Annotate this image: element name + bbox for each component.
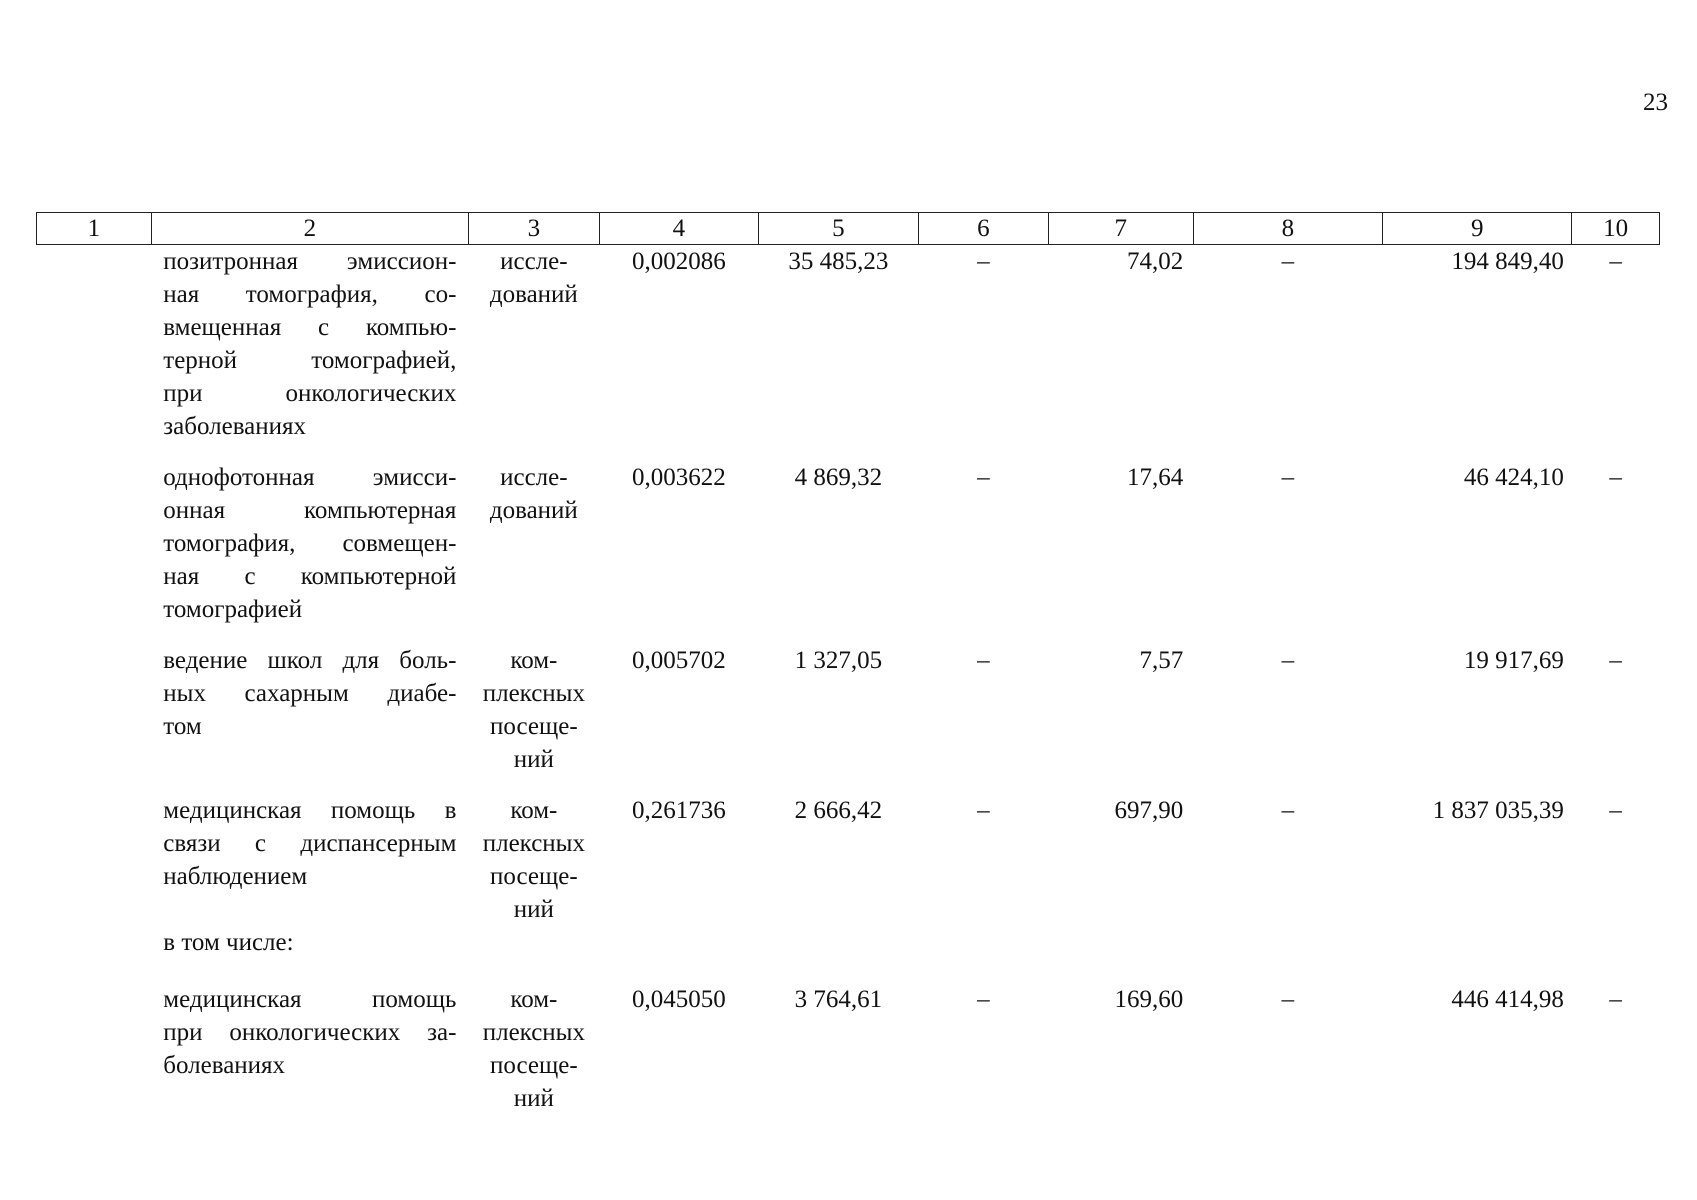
table-cell-name — [151, 461, 468, 644]
unit-line: дований — [489, 281, 578, 308]
table-cell-col6: – — [977, 647, 990, 674]
table-cell-col6: – — [977, 248, 990, 275]
subheading-text: в том числе: — [163, 929, 294, 956]
column-header-7: 7 — [1048, 213, 1193, 245]
name-line: медицинская помощь — [163, 986, 457, 1013]
column-header-10: 10 — [1572, 213, 1660, 245]
table-cell-name — [151, 644, 468, 794]
table-cell-col7: 697,90 — [1114, 797, 1184, 824]
table-cell-col8: – — [1281, 986, 1295, 1013]
table-cell-number — [37, 983, 152, 1133]
table-cell-col10: – — [1609, 647, 1622, 674]
column-header-6: 6 — [918, 213, 1048, 245]
table-cell-number — [37, 794, 152, 944]
table-cell-cost: 1 327,05 — [794, 647, 883, 674]
table-cell-col9: 1 837 035,39 — [1432, 797, 1564, 824]
name-line: наблюдением — [163, 863, 308, 890]
name-line: связи с диспансерным — [163, 830, 457, 857]
table-cell-col9: 19 917,69 — [1463, 647, 1564, 674]
table-cell-col10: – — [1609, 248, 1622, 275]
unit-line: дований — [489, 497, 578, 524]
table-cell-col8: – — [1281, 797, 1295, 824]
table-cell-col6: – — [977, 797, 990, 824]
unit-line: посеще- — [490, 1052, 578, 1079]
unit-line: ний — [513, 1085, 554, 1112]
name-line: ная томография, со- — [163, 281, 457, 308]
name-line: вмещенная с компью- — [163, 314, 457, 341]
table-row — [37, 461, 1660, 644]
table-cell-col6: – — [977, 464, 990, 491]
table-cell-col10: – — [1609, 797, 1622, 824]
name-line: том — [163, 713, 202, 740]
table-subheading-row — [37, 944, 1660, 983]
page-number: 23 — [1643, 89, 1668, 116]
column-number-header — [37, 213, 1660, 245]
table-cell-unit — [468, 644, 599, 794]
table-cell-unit — [468, 461, 599, 644]
column-header-2: 2 — [151, 213, 468, 245]
column-header-4: 4 — [599, 213, 758, 245]
table-cell-norm: 0,002086 — [631, 248, 726, 275]
table-cell-unit — [468, 983, 599, 1133]
table-cell-cost: 35 485,23 — [788, 248, 889, 275]
unit-line: иссле- — [500, 248, 568, 275]
table-cell-unit — [468, 794, 599, 944]
name-line: ных сахарным диабе- — [163, 680, 457, 707]
table-row — [37, 794, 1660, 944]
table-cell-cost: 2 666,42 — [794, 797, 883, 824]
column-header-1: 1 — [37, 213, 152, 245]
table-cell-col7: 7,57 — [1139, 647, 1184, 674]
unit-line: плексных — [482, 830, 585, 857]
table-row — [37, 245, 1660, 462]
table-cell-number — [37, 944, 152, 983]
table-cell-unit — [468, 245, 599, 462]
table-cell-col9: 446 414,98 — [1451, 986, 1564, 1013]
table-cell-number — [37, 644, 152, 794]
name-line: заболеваниях — [163, 413, 307, 440]
unit-line: плексных — [482, 1019, 585, 1046]
name-line: при онкологических за- — [163, 1019, 457, 1046]
table-cell-norm: 0,261736 — [631, 797, 726, 824]
name-line: медицинская помощь в — [163, 797, 457, 824]
name-line: однофотонная эмисси- — [163, 464, 457, 491]
unit-line: ком- — [510, 647, 558, 674]
table-cell-norm: 0,003622 — [631, 464, 726, 491]
table-cell-norm: 0,005702 — [631, 647, 726, 674]
table-cell-col7: 17,64 — [1127, 464, 1184, 491]
column-header-3: 3 — [468, 213, 599, 245]
unit-line: ком- — [510, 797, 558, 824]
tariff-table — [36, 212, 1660, 1133]
name-line: позитронная эмиссион- — [163, 248, 457, 275]
column-header-9: 9 — [1383, 213, 1572, 245]
table-cell-col8: – — [1281, 248, 1295, 275]
table-cell-col10: – — [1609, 986, 1622, 1013]
column-header-8: 8 — [1193, 213, 1382, 245]
name-line: болеваниях — [163, 1052, 286, 1079]
unit-line: ний — [513, 746, 554, 773]
column-header-5: 5 — [758, 213, 918, 245]
table-cell-cost: 3 764,61 — [794, 986, 883, 1013]
name-line: ведение школ для боль- — [163, 647, 457, 674]
name-line: онная компьютерная — [163, 497, 457, 524]
table-cell-name — [151, 245, 468, 462]
unit-line: иссле- — [500, 464, 568, 491]
name-line: томографией — [163, 596, 303, 623]
unit-line: посеще- — [490, 863, 578, 890]
table-cell-number — [37, 245, 152, 462]
unit-line: плексных — [482, 680, 585, 707]
table-cell-col9: 194 849,40 — [1451, 248, 1564, 275]
name-line: ная с компьютерной — [163, 563, 457, 590]
table-cell-col9: 46 424,10 — [1463, 464, 1564, 491]
table-cell-col7: 74,02 — [1127, 248, 1184, 275]
table-row — [37, 644, 1660, 794]
table-cell-cost: 4 869,32 — [794, 464, 883, 491]
table-cell-col10: – — [1609, 464, 1622, 491]
table-cell-number — [37, 461, 152, 644]
table-row — [37, 983, 1660, 1133]
table-cell-name — [151, 794, 468, 944]
table-cell-col8: – — [1281, 464, 1295, 491]
table-cell-col6: – — [977, 986, 990, 1013]
table-cell-norm: 0,045050 — [631, 986, 726, 1013]
name-line: томография, совмещен- — [163, 530, 457, 557]
unit-line: посеще- — [490, 713, 578, 740]
unit-line: ком- — [510, 986, 558, 1013]
table-cell-name — [151, 983, 468, 1133]
name-line: терной томографией, — [163, 347, 457, 374]
table-cell-col8: – — [1281, 647, 1295, 674]
table-cell-col7: 169,60 — [1114, 986, 1184, 1013]
name-line: при онкологических — [163, 380, 457, 407]
unit-line: ний — [513, 896, 554, 923]
